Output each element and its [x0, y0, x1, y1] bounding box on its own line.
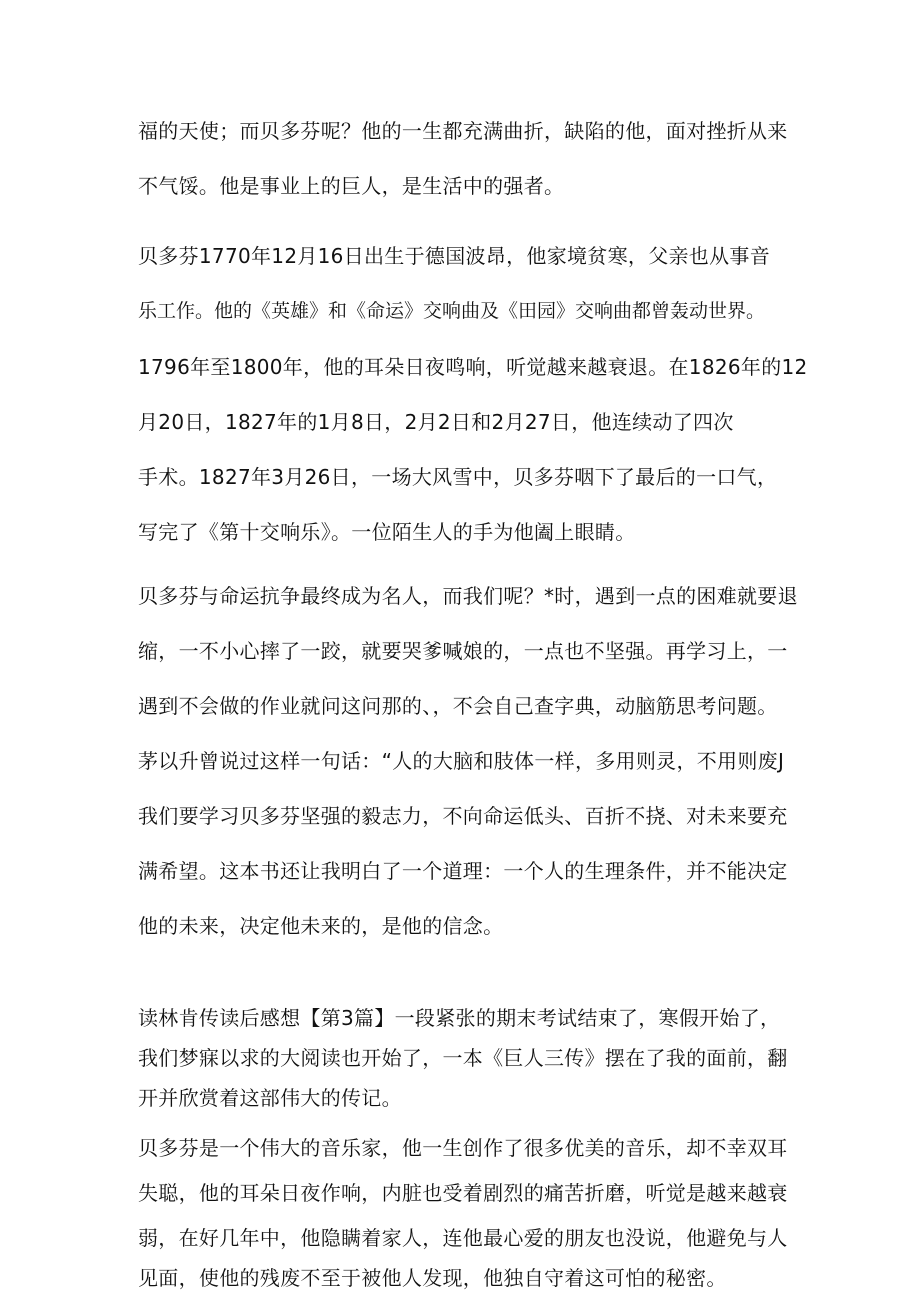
text-line: 遇到不会做的作业就问这问那的、，不会自己查字典，动脑筋思考问题。	[138, 694, 778, 718]
text-line: 我们要学习贝多芬坚强的毅志力，不向命运低头、百折不挠、对未来要充	[138, 804, 788, 828]
text-line: 写完了《第十交响乐》。一位陌生人的手为他阖上眼睛。	[138, 520, 636, 544]
text-line: 不气馁。他是事业上的巨人，是生活中的强者。	[138, 174, 565, 198]
text-line: 贝多芬是一个伟大的音乐家，他一生创作了很多优美的音乐，却不幸双耳	[138, 1136, 788, 1160]
text-line: 我们梦寐以求的大阅读也开始了，一本《巨人三传》摆在了我的面前，翻	[138, 1046, 788, 1070]
text-line: 满希望。这本书还让我明白了一个道理：一个人的生理条件，并不能决定	[138, 859, 788, 883]
text-line: 缩，一不小心摔了一跤，就要哭爹喊娘的，一点也不坚强。再学习上，一	[138, 639, 788, 663]
section-heading-line: 读林肯传读后感想【第3篇】一段紧张的期末考试结束了，寒假开始了，	[138, 1006, 781, 1030]
text-line: 见面，使他的残废不至于被他人发现，他独自守着这可怕的秘密。	[138, 1266, 727, 1290]
text-line: 手术。1827年3月26日，一场大风雪中，贝多芬咽下了最后的一口气，	[138, 465, 778, 489]
text-line: 开并欣赏着这部伟大的传记。	[138, 1086, 402, 1110]
text-line: 1796年至1800年，他的耳朵日夜鸣响，听觉越来越衰退。在1826年的12	[138, 355, 808, 379]
text-line: 贝多芬1770年12月16日出生于德国波昂，他家境贫寒，父亲也从事音	[138, 244, 770, 268]
text-line: 乐工作。他的《英雄》和《命运》交响曲及《田园》交响曲都曾轰动世界。	[138, 300, 766, 322]
text-line: 茅以升曾说过这样一句话：“人的大脑和肢体一样，多用则灵，不用则废J	[138, 749, 785, 773]
text-line: 他的未来，决定他未来的，是他的信念。	[138, 914, 504, 938]
text-line: 贝多芬与命运抗争最终成为名人，而我们呢？*时，遇到一点的困难就要退	[138, 584, 798, 608]
text-line: 失聪，他的耳朵日夜作响，内脏也受着剧烈的痛苦折磨，听觉是越来越衰	[138, 1181, 788, 1205]
text-line: 月20日，1827年的1月8日，2月2日和2月27日，他连续动了四次	[138, 410, 734, 434]
text-line: 弱，在好几年中，他隐瞒着家人，连他最心爱的朋友也没说，他避免与人	[138, 1226, 788, 1250]
text-line: 福的天使；而贝多芬呢？他的一生都充满曲折，缺陷的他，面对挫折从来	[138, 119, 788, 143]
